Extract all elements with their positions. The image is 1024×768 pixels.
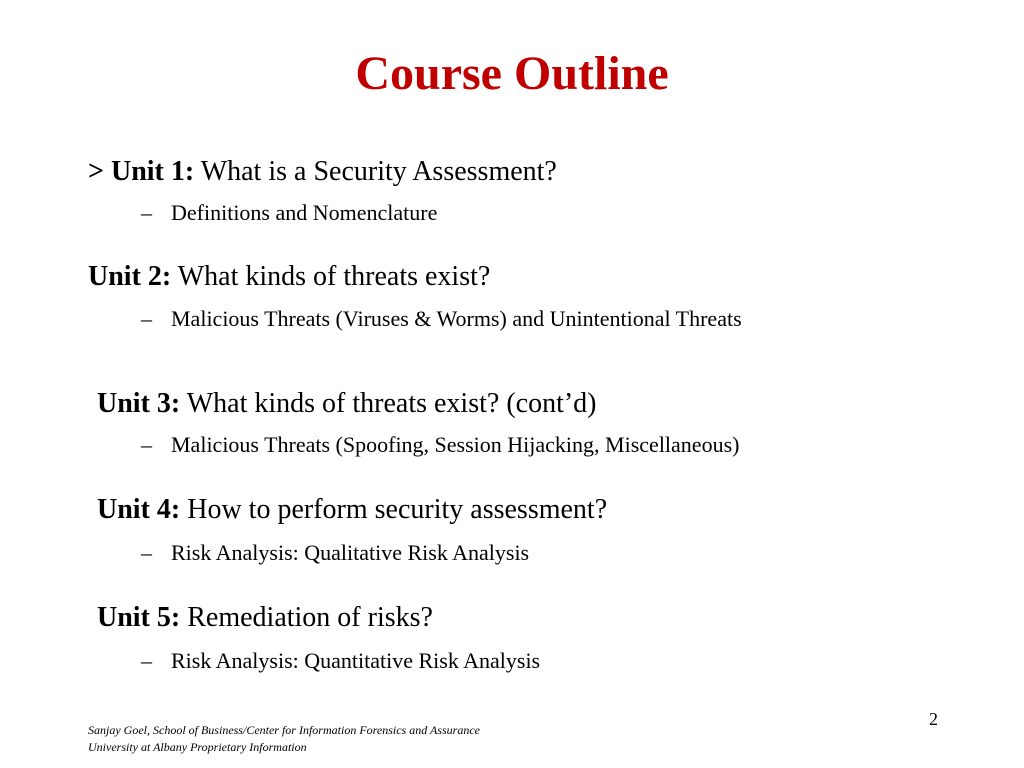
unit-label: Unit 5: bbox=[97, 602, 181, 633]
unit-label: Unit 3: bbox=[97, 388, 181, 419]
unit-label: Unit 1: bbox=[110, 156, 195, 187]
footer-proprietary-line: University at Albany Proprietary Information bbox=[88, 740, 307, 754]
unit-label: Unit 4: bbox=[97, 494, 181, 525]
unit-label: Unit 2: bbox=[88, 261, 172, 292]
unit-detail-text: Definitions and Nomenclature bbox=[171, 200, 438, 225]
unit-3-heading bbox=[97, 387, 597, 421]
unit-detail-text: Risk Analysis: Quantitative Risk Analysis bbox=[171, 648, 541, 673]
unit-4-heading bbox=[97, 493, 607, 527]
unit-detail-text: Malicious Threats (Spoofing, Session Hijacking, Miscellaneous) bbox=[171, 432, 740, 457]
unit-5-heading bbox=[97, 601, 433, 635]
bullet-dash: – bbox=[141, 540, 152, 565]
unit-topic: What kinds of threats exist? bbox=[177, 261, 491, 292]
page-number: 2 bbox=[929, 709, 938, 729]
unit-2-heading bbox=[88, 260, 490, 294]
bullet-dash: – bbox=[141, 648, 152, 673]
unit-1-detail bbox=[141, 199, 437, 227]
unit-detail-text: Malicious Threats (Viruses & Worms) and Unintentional Threats bbox=[171, 306, 742, 331]
slide-title: Course Outline bbox=[355, 47, 669, 100]
current-unit-marker: > bbox=[88, 156, 104, 187]
unit-4-detail bbox=[141, 539, 529, 567]
bullet-dash: – bbox=[141, 432, 152, 457]
unit-detail-text: Risk Analysis: Qualitative Risk Analysis bbox=[171, 540, 530, 565]
unit-2-detail bbox=[141, 305, 742, 333]
footer-author-line: Sanjay Goel, School of Business/Center for Information Forensics and Assurance bbox=[88, 723, 480, 737]
unit-topic: What is a Security Assessment? bbox=[200, 156, 557, 187]
bullet-dash: – bbox=[141, 306, 152, 331]
unit-topic: How to perform security assessment? bbox=[187, 494, 608, 525]
bullet-dash: – bbox=[141, 200, 152, 225]
unit-5-detail bbox=[141, 647, 540, 675]
unit-topic: Remediation of risks? bbox=[187, 602, 433, 633]
unit-1-heading bbox=[88, 155, 557, 189]
unit-topic: What kinds of threats exist? (cont’d) bbox=[186, 388, 597, 419]
slide-footer bbox=[88, 722, 480, 756]
unit-3-detail bbox=[141, 431, 739, 459]
